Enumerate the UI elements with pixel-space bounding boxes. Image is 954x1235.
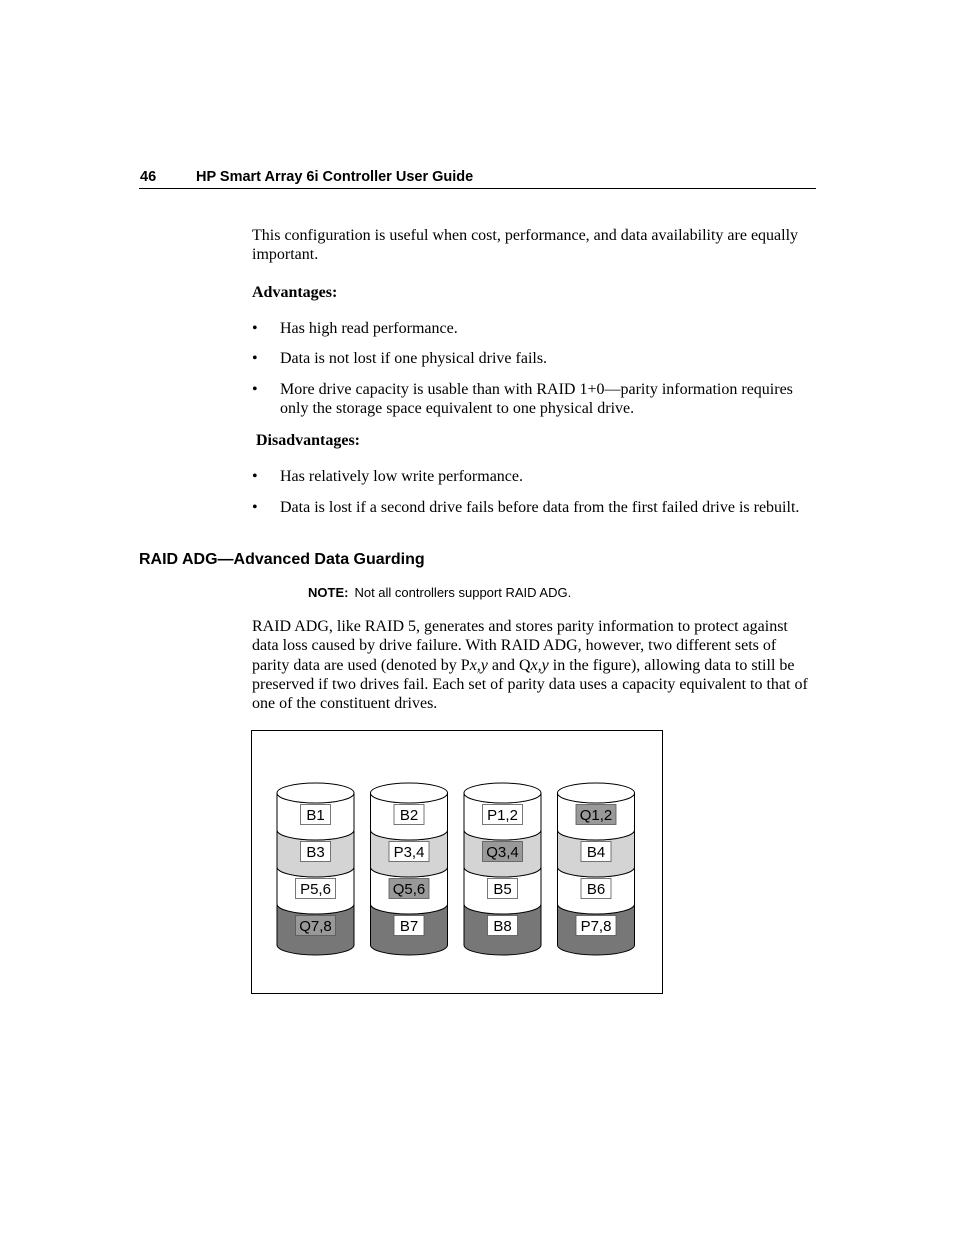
drive-top-cap	[277, 783, 354, 803]
raid-adg-figure	[251, 730, 663, 994]
cell-label: B7	[399, 918, 419, 935]
bullet-dot: •	[252, 381, 258, 398]
drive-cylinder	[464, 783, 541, 955]
note-text: Not all controllers support RAID ADG.	[354, 585, 572, 600]
cell-label: B6	[586, 881, 606, 898]
advantage-text: More drive capacity is usable than with RAID 1+0—parity information requires only the storage space equivalent to one physical drive.	[280, 381, 793, 418]
cell-label: P1,2	[487, 807, 518, 824]
drive-top-cap	[558, 783, 635, 803]
advantage-text: Data is not lost if one physical drive fails.	[280, 350, 548, 367]
cell-label: P7,8	[580, 918, 612, 935]
intro-paragraph: This configuration is useful when cost, performance, and data availability are equally important.	[252, 227, 799, 264]
adg-text: and Q	[487, 656, 531, 674]
drive-cylinder	[371, 783, 448, 955]
cell-label: Q7,8	[299, 918, 332, 935]
section-heading: RAID ADG—Advanced Data Guarding	[139, 551, 425, 568]
note-label: NOTE:	[308, 585, 349, 600]
cell-label: P5,6	[300, 881, 331, 898]
disadvantage-text: Has relatively low write performance.	[280, 468, 524, 485]
cell-label: Q3,4	[486, 844, 519, 861]
advantages-label: Advantages:	[252, 284, 338, 301]
cell-label: B1	[306, 807, 325, 824]
note	[308, 585, 571, 600]
drive-top-cap	[464, 783, 541, 803]
cell-label: Q5,6	[392, 881, 426, 898]
cell-label: B5	[493, 881, 512, 898]
page-number: 46	[140, 169, 157, 185]
cell-label: B8	[493, 918, 512, 935]
cell-label: Q1,2	[579, 807, 613, 824]
advantage-text: Has high read performance.	[280, 320, 458, 337]
drive-top-cap	[371, 783, 448, 803]
page-header	[139, 168, 816, 189]
disadvantage-text: Data is lost if a second drive fails before data from the first failed drive is rebuilt.	[280, 499, 800, 516]
bullet-dot: •	[252, 350, 258, 367]
adg-paragraph	[252, 617, 817, 713]
adg-text: RAID ADG, like RAID 5, generates and stores parity information to protect against data loss caused by drive failure. With RAID ADG, however, two different sets of parity data are used (denoted by P	[252, 618, 788, 674]
bullet-dot: •	[252, 468, 258, 485]
cell-label: B2	[399, 807, 419, 824]
adg-variable: x,y	[469, 656, 488, 674]
cell-label: B3	[306, 844, 325, 861]
disadvantages-label: Disadvantages:	[256, 432, 361, 449]
bullet-dot: •	[252, 499, 258, 516]
drive-cylinder	[558, 783, 635, 955]
adg-text: in the figure), allowing data to still be preserved if two drives fail. Each set of parity data uses a capacity equivalent to that of one of the constituent drives.	[252, 656, 808, 713]
cell-label: B4	[586, 844, 606, 861]
adg-variable: x,y	[530, 656, 549, 674]
cell-label: P3,4	[393, 844, 425, 861]
bullet-dot: •	[252, 320, 258, 337]
header-title: HP Smart Array 6i Controller User Guide	[196, 169, 474, 185]
drive-cylinder	[277, 783, 354, 955]
raid-adg-diagram	[252, 731, 662, 993]
